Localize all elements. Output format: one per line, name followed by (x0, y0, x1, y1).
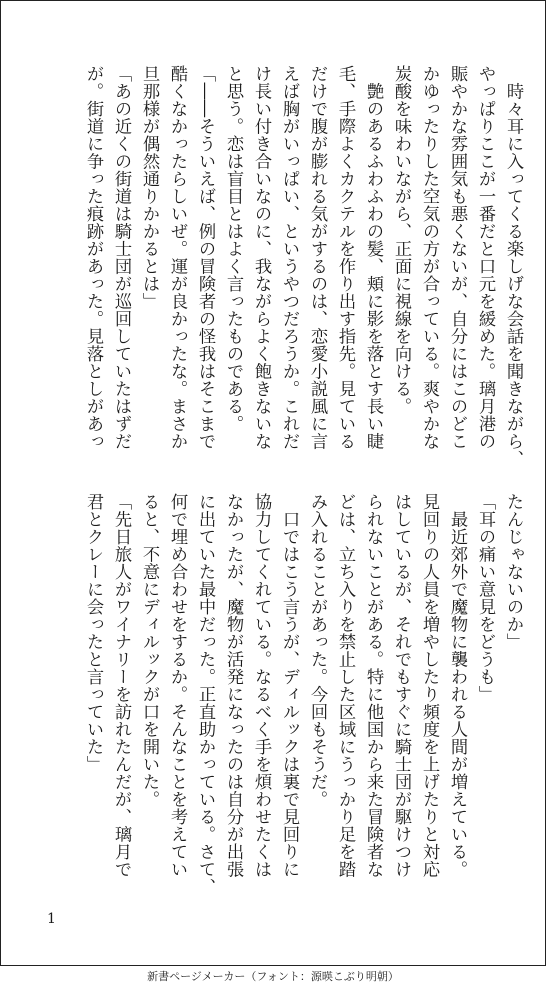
text-line: どは、立ち入りを禁止した区域にうっかり足を踏 (335, 493, 355, 878)
page-number: 1 (47, 911, 56, 927)
text-line: 酷くなかったらしいぜ。運が良かったな。まさか (167, 65, 187, 450)
text-line: が。街道に争った痕跡があった。見落としがあっ (83, 65, 103, 450)
text-line: 最近郊外で魔物に襲われる人間が増えている。 (447, 493, 467, 878)
text-line: 炭酸を味わいながら、正面に視線を向ける。 (391, 65, 411, 415)
text-line: はしているが、それでもすぐに騎士団が駆けつけ (391, 493, 411, 878)
text-line: 何で埋め合わせをするか。そんなことを考えてい (167, 493, 187, 878)
text-line: 口ではこう言うが、ディルックは裏で見回りに (279, 493, 299, 878)
text-line: み入れることがあった。今回もそうだ。 (307, 493, 327, 808)
text-line: 「耳の痛い意見をどうも」 (475, 493, 495, 703)
text-line: やっぱりここが一番だと口元を緩めた。璃月港の (475, 65, 495, 450)
text-line: 見回りの人員を増やしたり頻度を上げたりと対応 (419, 493, 439, 878)
text-line: け長い付き合いなのに、我ながらよく飽きないな (251, 65, 271, 450)
text-line: たんじゃないのか」 (503, 493, 523, 651)
text-line: 旦那様が偶然通りかかるとは」 (139, 65, 159, 310)
text-line: かゆったりした空気の方が合っている。爽やかな (419, 65, 439, 450)
text-line: えば胸がいっぱい、というやつだろうか。これだ (279, 65, 299, 450)
text-line: だけで腹が膨れる気がするのは、恋愛小説風に言 (307, 65, 327, 450)
text-line: 毛、手際よくカクテルを作り出す指先。見ている (335, 65, 355, 450)
text-line: 「あの近くの街道は騎士団が巡回していたはずだ (111, 65, 131, 450)
text-line: 君とクレーに会ったと言っていた」 (83, 493, 103, 773)
text-line: ると、不意にディルックが口を開いた。 (139, 493, 159, 808)
text-line: られないことがある。特に他国から来た冒険者な (363, 493, 383, 878)
text-line: と思う。恋は盲目とはよく言ったものである。 (223, 65, 243, 433)
text-line: に出ていた最中だった。正直助かっている。さて、 (195, 493, 215, 896)
text-line: 協力してくれている。なるべく手を煩わせたくは (251, 493, 271, 878)
text-line: 「――そういえば、例の冒険者の怪我はそこまで (195, 65, 215, 450)
text-line: 時々耳に入ってくる楽しげな会話を聞きながら、 (503, 65, 523, 468)
text-line: なかったが、魔物が活発になったのは自分が出張 (223, 493, 243, 878)
text-line: 賑やかな雰囲気も悪くないが、自分にはこのどこ (447, 65, 467, 450)
upper-text-block (33, 65, 525, 475)
text-line: 艶のあるふわふわの髪、頬に影を落とす長い睫 (363, 65, 383, 450)
footer-caption: 新書ページメーカー（フォント：源暎こぶり明朝） (147, 970, 399, 983)
lower-text-block (33, 493, 525, 903)
text-line: 「先日旅人がワイナリーを訪れたんだが、璃月で (111, 493, 131, 878)
